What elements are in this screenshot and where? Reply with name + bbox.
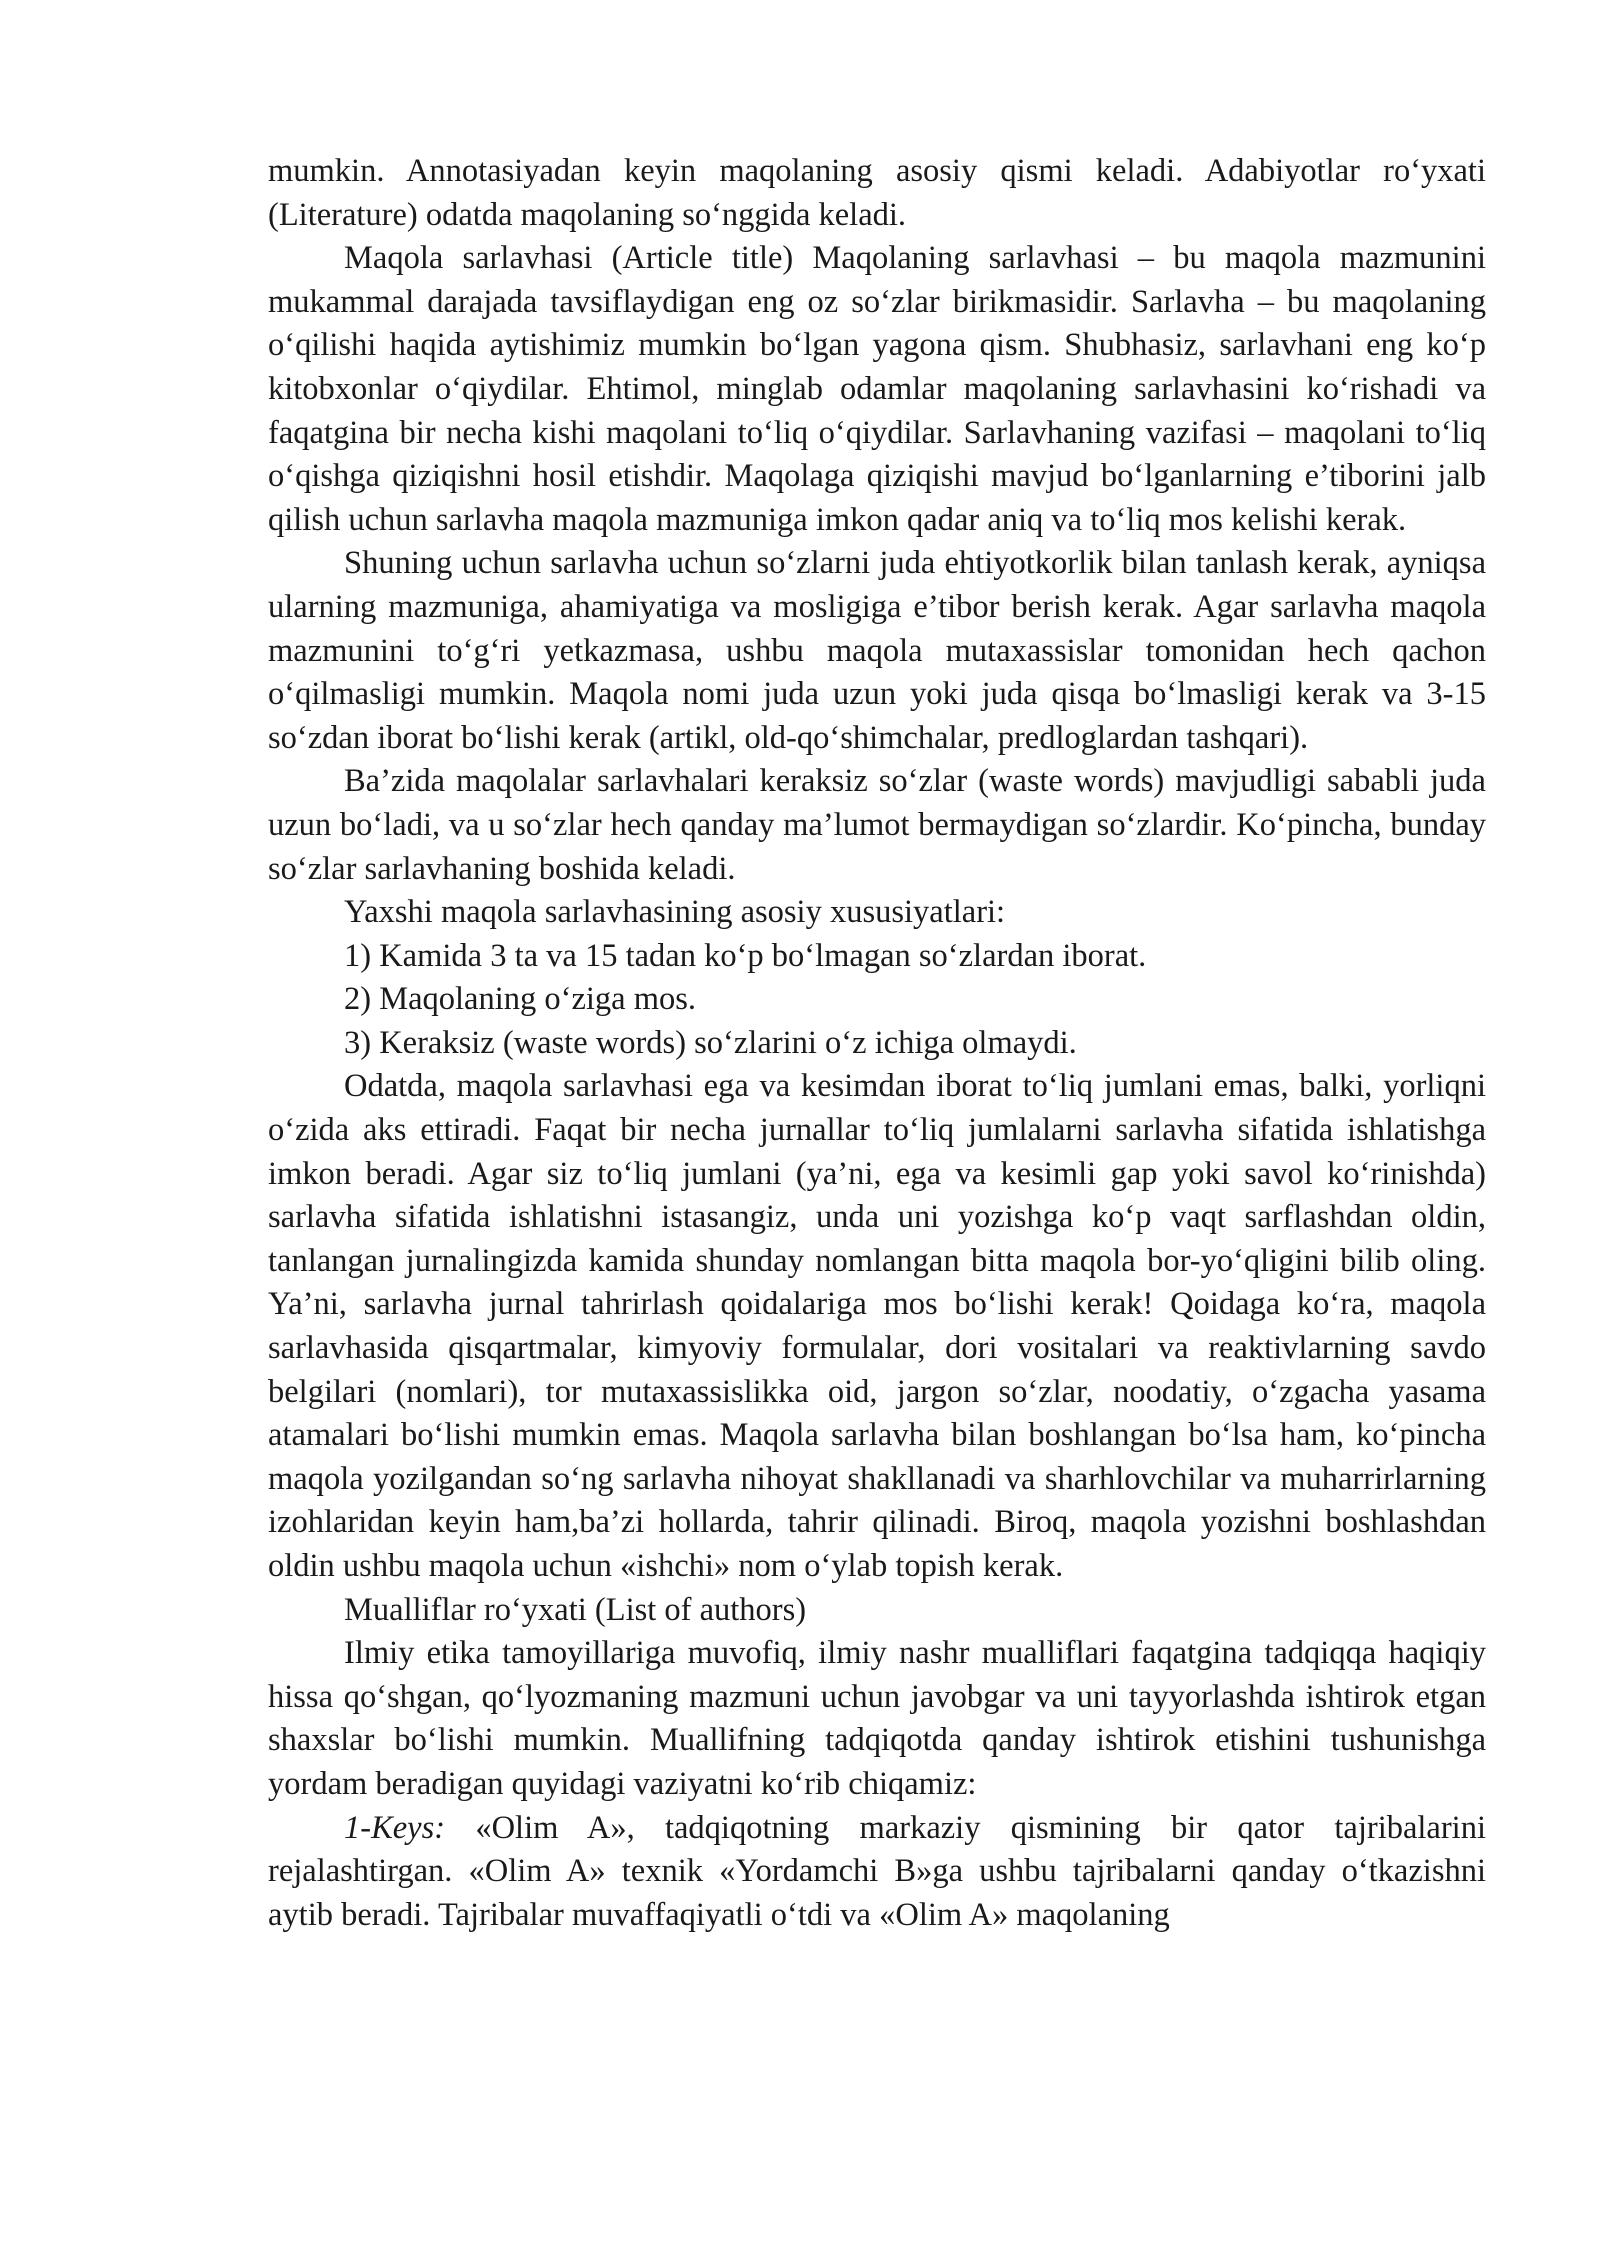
document-page bbox=[268, 150, 1486, 1937]
case-label: 1-Keys: bbox=[344, 1809, 446, 1846]
paragraph: mumkin. Annotasiyadan keyin maqolaning asosiy qismi keladi. Adabiyotlar ro‘yxati (Literature) odatda maqolaning so‘nggida keladi. bbox=[268, 153, 1486, 233]
list-item: 2) Maqolaning o‘ziga mos. bbox=[344, 981, 697, 1018]
section-heading-authors: Mualliflar ro‘yxati (List of authors) bbox=[344, 1591, 807, 1628]
list-heading: Yaxshi maqola sarlavhasining asosiy xususiyatlari: bbox=[344, 894, 1006, 931]
paragraph: Shuning uchun sarlavha uchun so‘zlarni juda ehtiyotkorlik bilan tanlash kerak, ayniqsa ularning mazmuniga, ahamiyatiga va mosligiga e’tibor berish kerak. Agar sarlavha maqola mazmunini to‘g‘ri yetkazmasa, ushbu maqola mutaxassislar tomonidan hech qachon o‘qilmasligi mumkin. Maqola nomi juda uzun yoki juda qisqa bo‘lmasligi kerak va 3-15 so‘zdan iborat bo‘lishi kerak (artikl, old-qo‘shimchalar, predloglardan tashqari). bbox=[268, 545, 1486, 756]
paragraph: Ilmiy etika tamoyillariga muvofiq, ilmiy nashr mualliflari faqatgina tadqiqqa haqiqiy hissa qo‘shgan, qo‘lyozmaning mazmuni uchun javobgar va uni tayyorlashda ishtirok etgan shaxslar bo‘lishi mumkin. Muallifning tadqiqotda qanday ishtirok etishini tushunishga yordam beradigan quyidagi vaziyatni ko‘rib chiqamiz: bbox=[268, 1635, 1486, 1802]
paragraph: Odatda, maqola sarlavhasi ega va kesimdan iborat to‘liq jumlani emas, balki, yorliqni o‘zida aks ettiradi. Faqat bir necha jurnallar to‘liq jumlalarni sarlavha sifatida ishlatishga imkon beradi. Agar siz to‘liq jumlani (ya’ni, ega va kesimli gap yoki savol ko‘rinishda) sarlavha sifatida ishlatishni istasangiz, unda uni yozishga ko‘p vaqt sarflashdan oldin, tanlangan jurnalingizda kamida shunday nomlangan bitta maqola bor-yo‘qligini bilib oling. Ya’ni, sarlavha jurnal tahrirlash qoidalariga mos bo‘lishi kerak! Qoidaga ko‘ra, maqola sarlavhasida qisqartmalar, kimyoviy formulalar, dori vositalari va reaktivlarning savdo belgilari (nomlari), tor mutaxassislikka oid, jargon so‘zlar, noodatiy, o‘zgacha yasama atamalari bo‘lishi mumkin emas. Maqola sarlavha bilan boshlangan bo‘lsa ham, ko‘pincha maqola yozilgandan so‘ng sarlavha nihoyat shakllanadi va sharhlovchilar va muharrirlarning izohlaridan keyin ham,ba’zi hollarda, tahrir qilinadi. Biroq, maqola yozishni boshlashdan oldin ushbu maqola uchun «ishchi» nom o‘ylab topish kerak. bbox=[268, 1068, 1486, 1584]
list-item: 3) Keraksiz (waste words) so‘zlarini o‘z ichiga olmaydi. bbox=[344, 1024, 1077, 1061]
case-text: «Olim A», tadqiqotning markaziy qismining bir qator tajribalarini rejalashtirgan. «Olim A» texnik «Yordamchi B»ga ushbu tajribalarni qanday o‘tkazishni aytib beradi. Tajribalar muvaffaqiyatli o‘tdi va «Olim A» maqolaning bbox=[268, 1809, 1486, 1933]
paragraph: Ba’zida maqolalar sarlavhalari keraksiz so‘zlar (waste words) mavjudligi sababli juda uzun bo‘ladi, va u so‘zlar hech qanday ma’lumot bermaydigan so‘zlardir. Ko‘pincha, bunday so‘zlar sarlavhaning boshida keladi. bbox=[268, 763, 1486, 887]
paragraph-article-title: Maqola sarlavhasi (Article title) Maqolaning sarlavhasi – bu maqola mazmunini mukammal darajada tavsiflaydigan eng oz so‘zlar birikmasidir. Sarlavha – bu maqolaning o‘qilishi haqida aytishimiz mumkin bo‘lgan yagona qism. Shubhasiz, sarlavhani eng ko‘p kitobxonlar o‘qiydilar. Ehtimol, minglab odamlar maqolaning sarlavhasini ko‘rishadi va faqatgina bir necha kishi maqolani to‘liq o‘qiydilar. Sarlavhaning vazifasi – maqolani to‘liq o‘qishga qiziqishni hosil etishdir. Maqolaga qiziqishi mavjud bo‘lganlarning e’tiborini jalb qilish uchun sarlavha maqola mazmuniga imkon qadar aniq va to‘liq mos kelishi kerak. bbox=[268, 240, 1486, 538]
case-paragraph bbox=[268, 1807, 1486, 1938]
list-item: 1) Kamida 3 ta va 15 tadan ko‘p bo‘lmagan so‘zlardan iborat. bbox=[344, 937, 1147, 974]
